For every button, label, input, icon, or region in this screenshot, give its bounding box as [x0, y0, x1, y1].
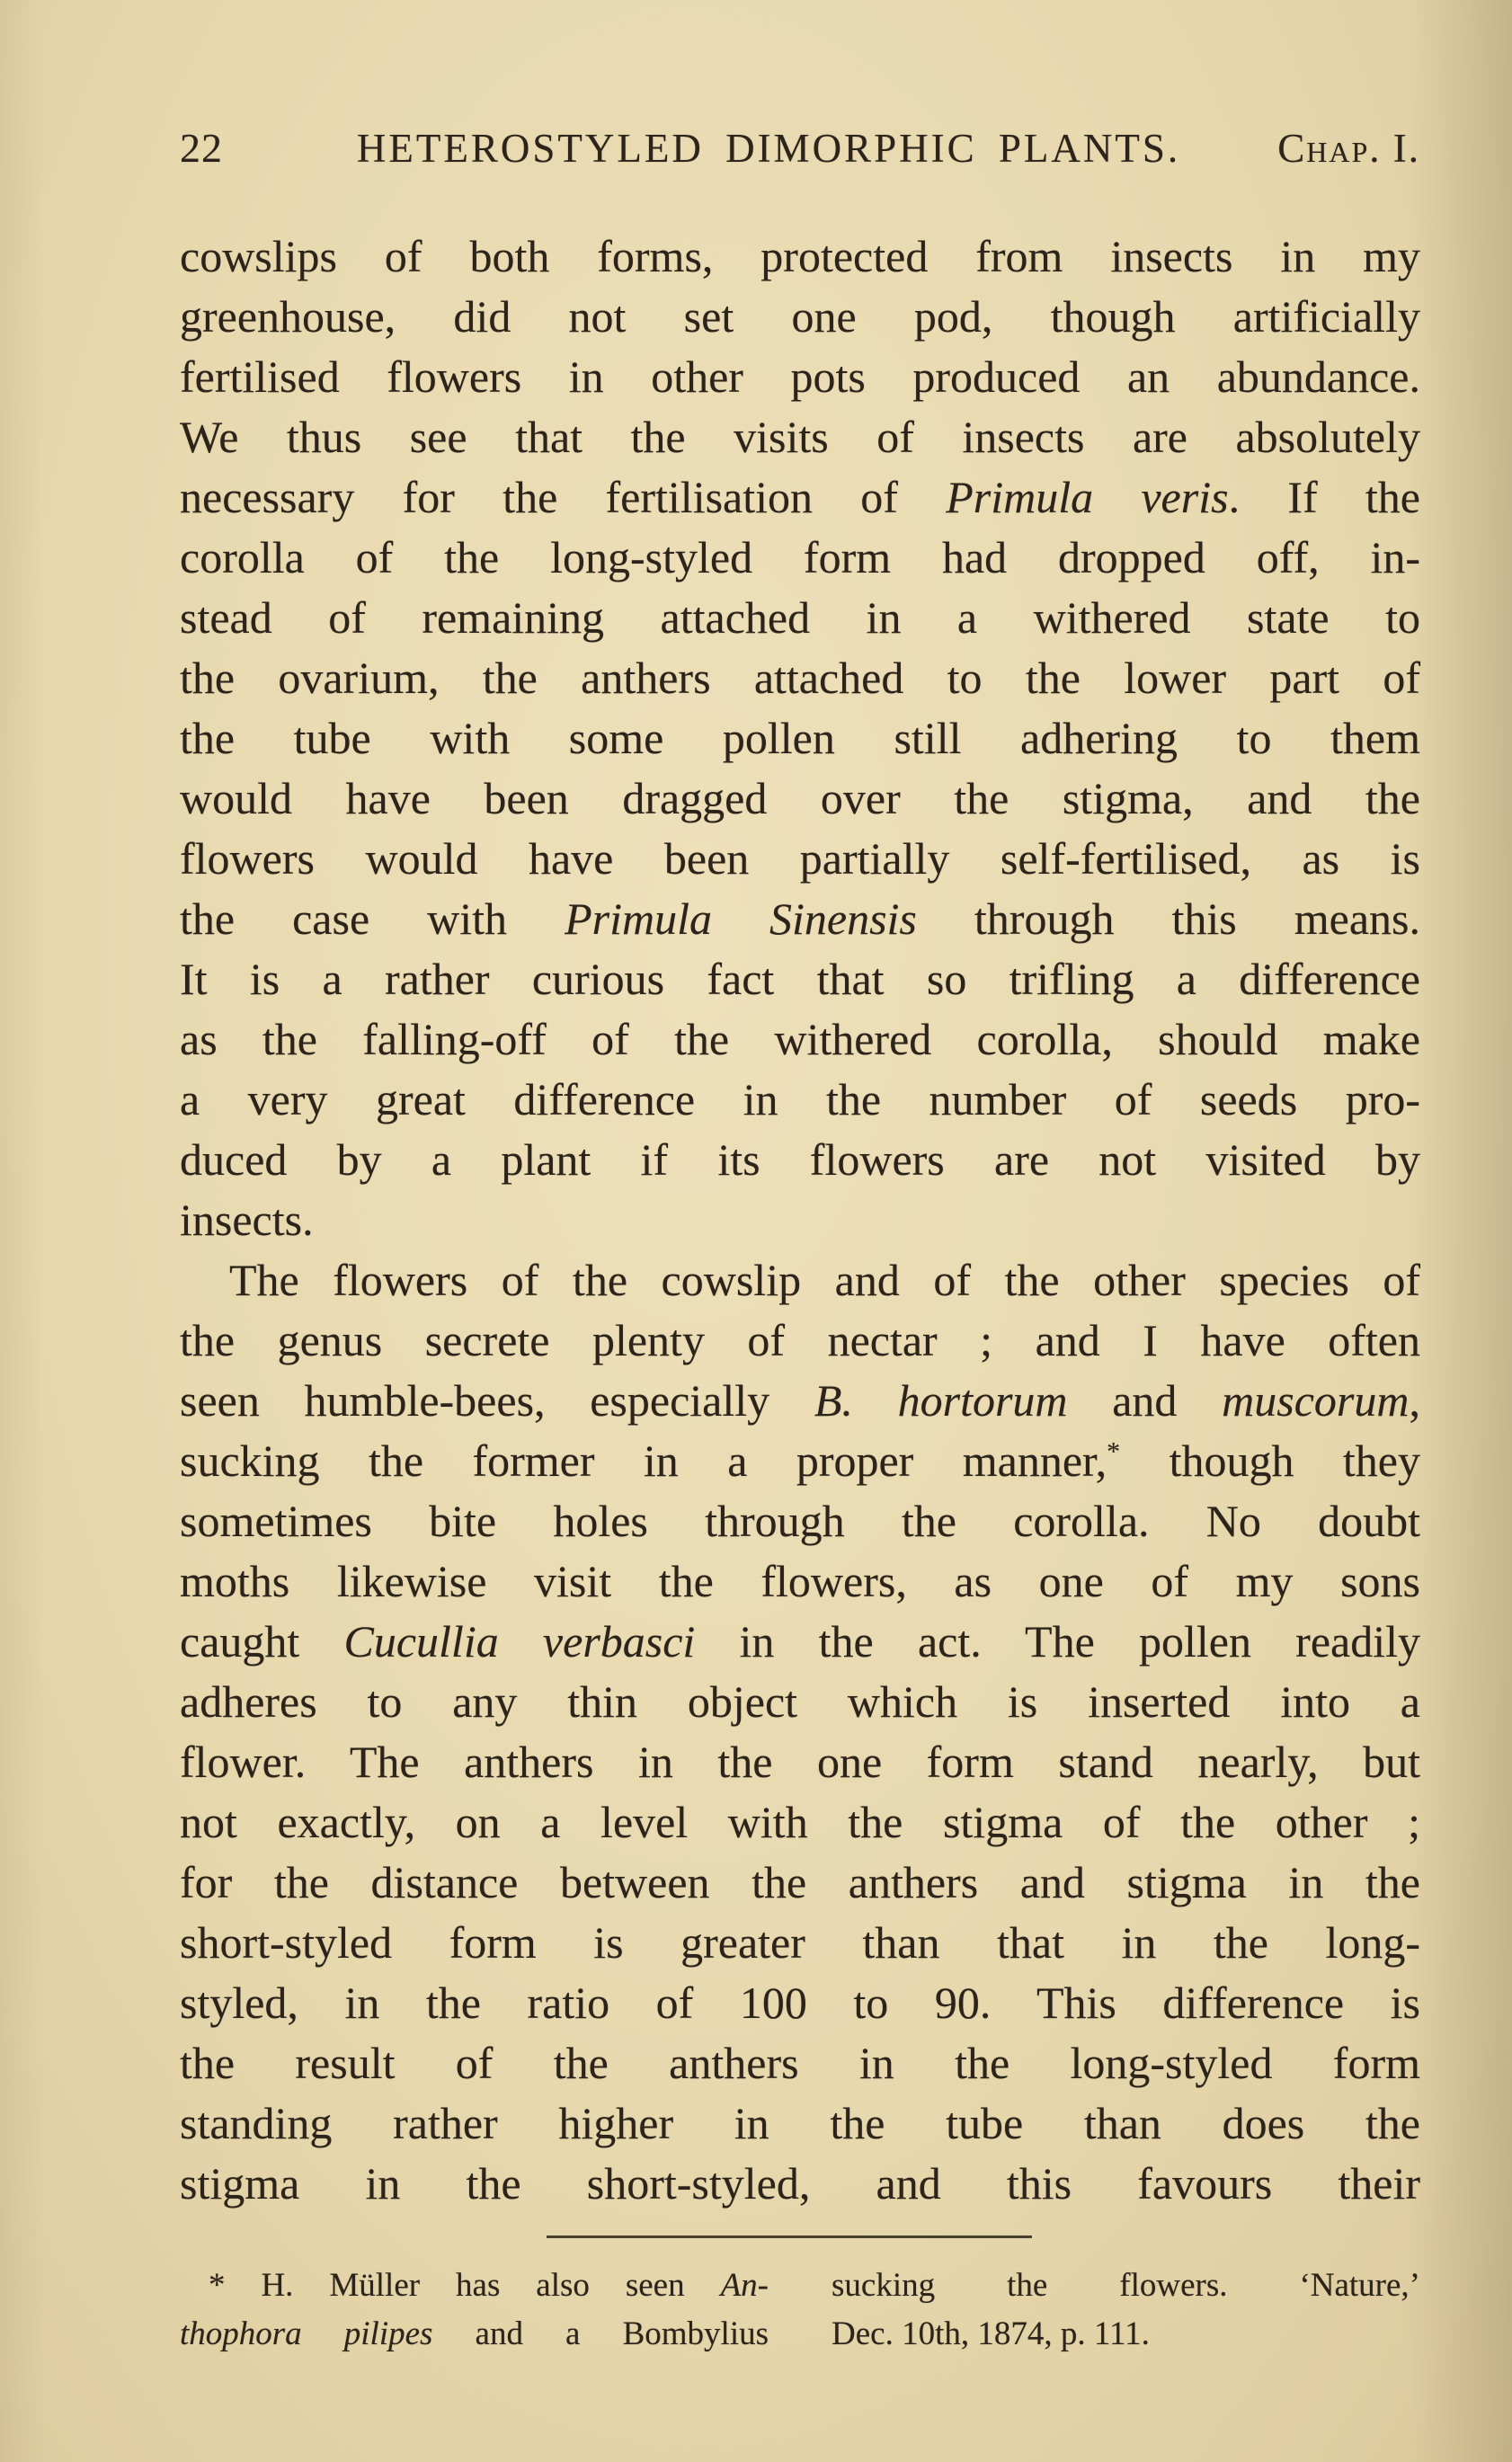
- body-line: [180, 467, 1420, 528]
- body-line: [180, 1913, 1420, 1973]
- text-segment: greenhouse, did not set one pod, though artificially: [180, 291, 1420, 342]
- text-segment: Dec. 10th, 1874, p. 111.: [832, 2315, 1150, 2352]
- body-line: [180, 227, 1420, 287]
- text-segment: would have been dragged over the stigma, and the: [180, 773, 1420, 823]
- text-segment: the tube with some pollen still adhering to them: [180, 713, 1420, 763]
- body-line: [180, 949, 1420, 1009]
- text-segment: the ovarium, the anthers attached to the lower part of: [180, 653, 1420, 703]
- footnote-rule: [547, 2235, 1032, 2238]
- body-line: [180, 1853, 1420, 1913]
- footnote-line: [180, 2262, 769, 2310]
- text-segment: We thus see that the visits of insects are absolutely: [180, 412, 1420, 462]
- footnote-right-column: [832, 2262, 1420, 2359]
- body-line: [180, 1973, 1420, 2033]
- italic-text: Primula veris: [946, 472, 1229, 522]
- body-line: [180, 1190, 1420, 1250]
- body-line: [180, 1672, 1420, 1732]
- text-segment: cowslips of both forms, protected from insects in my: [180, 231, 1420, 281]
- text-segment: styled, in the ratio of 100 to 90. This difference is: [180, 1978, 1420, 2028]
- text-segment: standing rather higher in the tube than does the: [180, 2098, 1420, 2148]
- footnote: [180, 2262, 1420, 2359]
- footnote-line: [832, 2310, 1420, 2359]
- text-segment: duced by a plant if its flowers are not visited by: [180, 1134, 1420, 1185]
- text-segment: moths likewise visit the flowers, as one of my sons: [180, 1556, 1420, 1606]
- text-segment: short-styled form is greater than that in the long-: [180, 1917, 1420, 1968]
- running-title: HETEROSTYLED DIMORPHIC PLANTS.: [356, 126, 1181, 171]
- body-line: [180, 1009, 1420, 1070]
- footnote-marker: *: [1107, 1436, 1121, 1467]
- body-line: [180, 1612, 1420, 1672]
- body-line: [180, 889, 1420, 949]
- body-line: [180, 1250, 1420, 1311]
- text-segment: flower. The anthers in the one form stand nearly, but: [180, 1737, 1420, 1787]
- chapter-label: Chap. I.: [1277, 126, 1420, 171]
- body-line: [180, 1371, 1420, 1431]
- text-segment: the result of the anthers in the long-styled form: [180, 2038, 1420, 2088]
- text-segment: It is a rather curious fact that so trifling a difference: [180, 954, 1420, 1004]
- text-segment: sucking the former in a proper manner,: [180, 1435, 1107, 1486]
- body-line: [180, 1792, 1420, 1853]
- italic-text: muscorum: [1222, 1375, 1410, 1426]
- text-segment: and a Bombylius: [432, 2315, 769, 2352]
- body-line: [180, 1732, 1420, 1792]
- text-segment: necessary for the fertilisation of: [180, 472, 947, 522]
- body-line: [180, 287, 1420, 347]
- body-line: [180, 648, 1420, 708]
- italic-text: Primula Sinensis: [565, 893, 917, 944]
- body-line: [180, 2154, 1420, 2214]
- body-line: [180, 347, 1420, 407]
- footnote-line: [832, 2262, 1420, 2310]
- body-line: [180, 769, 1420, 829]
- text-segment: in the act. The pollen readily: [695, 1616, 1420, 1667]
- body-line: [180, 407, 1420, 467]
- text-segment: fertilised flowers in other pots produced an abundance.: [180, 351, 1420, 402]
- text-segment: caught: [180, 1616, 344, 1667]
- italic-text: thophora pilipes: [180, 2315, 433, 2352]
- text-segment: insects.: [180, 1195, 314, 1245]
- footnote-left-column: [180, 2262, 769, 2359]
- footnote-line: [180, 2310, 769, 2359]
- text-segment: not exactly, on a level with the stigma of the other ;: [180, 1797, 1420, 1847]
- text-segment: as the falling-off of the withered corolla, should make: [180, 1014, 1420, 1064]
- text-segment: sucking the flowers. ‘Nature,’: [832, 2267, 1420, 2304]
- text-segment: corolla of the long-styled form had dropped off, in-: [180, 532, 1420, 582]
- text-segment: sometimes bite holes through the corolla. No doubt: [180, 1496, 1420, 1546]
- body-text: [180, 227, 1420, 2214]
- text-segment: . If the: [1228, 472, 1420, 522]
- text-segment: * H. Müller has also seen: [209, 2267, 721, 2304]
- italic-text: Cucullia verbasci: [343, 1616, 696, 1667]
- page-number: 22: [180, 125, 223, 171]
- text-segment: seen humble-bees, especially: [180, 1375, 814, 1426]
- body-line: [180, 588, 1420, 648]
- body-line: [180, 1491, 1420, 1551]
- text-segment: for the distance between the anthers and stigma in the: [180, 1857, 1420, 1907]
- text-segment: and: [1067, 1375, 1223, 1426]
- text-segment: the case with: [180, 893, 565, 944]
- body-line: [180, 829, 1420, 889]
- body-line: [180, 1070, 1420, 1130]
- body-line: [180, 1311, 1420, 1371]
- text-segment: flowers would have been partially self-fertilised, as is: [180, 833, 1420, 884]
- body-line: [180, 708, 1420, 769]
- text-segment: a very great difference in the number of seeds pro-: [180, 1074, 1420, 1124]
- body-line: [180, 2033, 1420, 2093]
- body-line: [180, 1130, 1420, 1190]
- page-header: [180, 124, 1420, 171]
- text-segment: the genus secrete plenty of nectar ; and I have often: [180, 1315, 1420, 1365]
- body-line: [180, 1431, 1420, 1491]
- text-segment: adheres to any thin object which is inserted into a: [180, 1676, 1420, 1727]
- body-line: [180, 2093, 1420, 2154]
- text-segment: ,: [1409, 1375, 1420, 1426]
- text-segment: through this means.: [916, 893, 1420, 944]
- italic-text: B. hortorum: [814, 1375, 1068, 1426]
- body-line: [180, 1551, 1420, 1612]
- body-line: [180, 528, 1420, 588]
- text-segment: The flowers of the cowslip and of the other species of: [229, 1255, 1420, 1305]
- text-segment: stead of remaining attached in a withered state to: [180, 592, 1420, 643]
- text-segment: though they: [1120, 1435, 1420, 1486]
- text-segment: stigma in the short-styled, and this favours their: [180, 2158, 1420, 2209]
- italic-text: An-: [720, 2267, 769, 2304]
